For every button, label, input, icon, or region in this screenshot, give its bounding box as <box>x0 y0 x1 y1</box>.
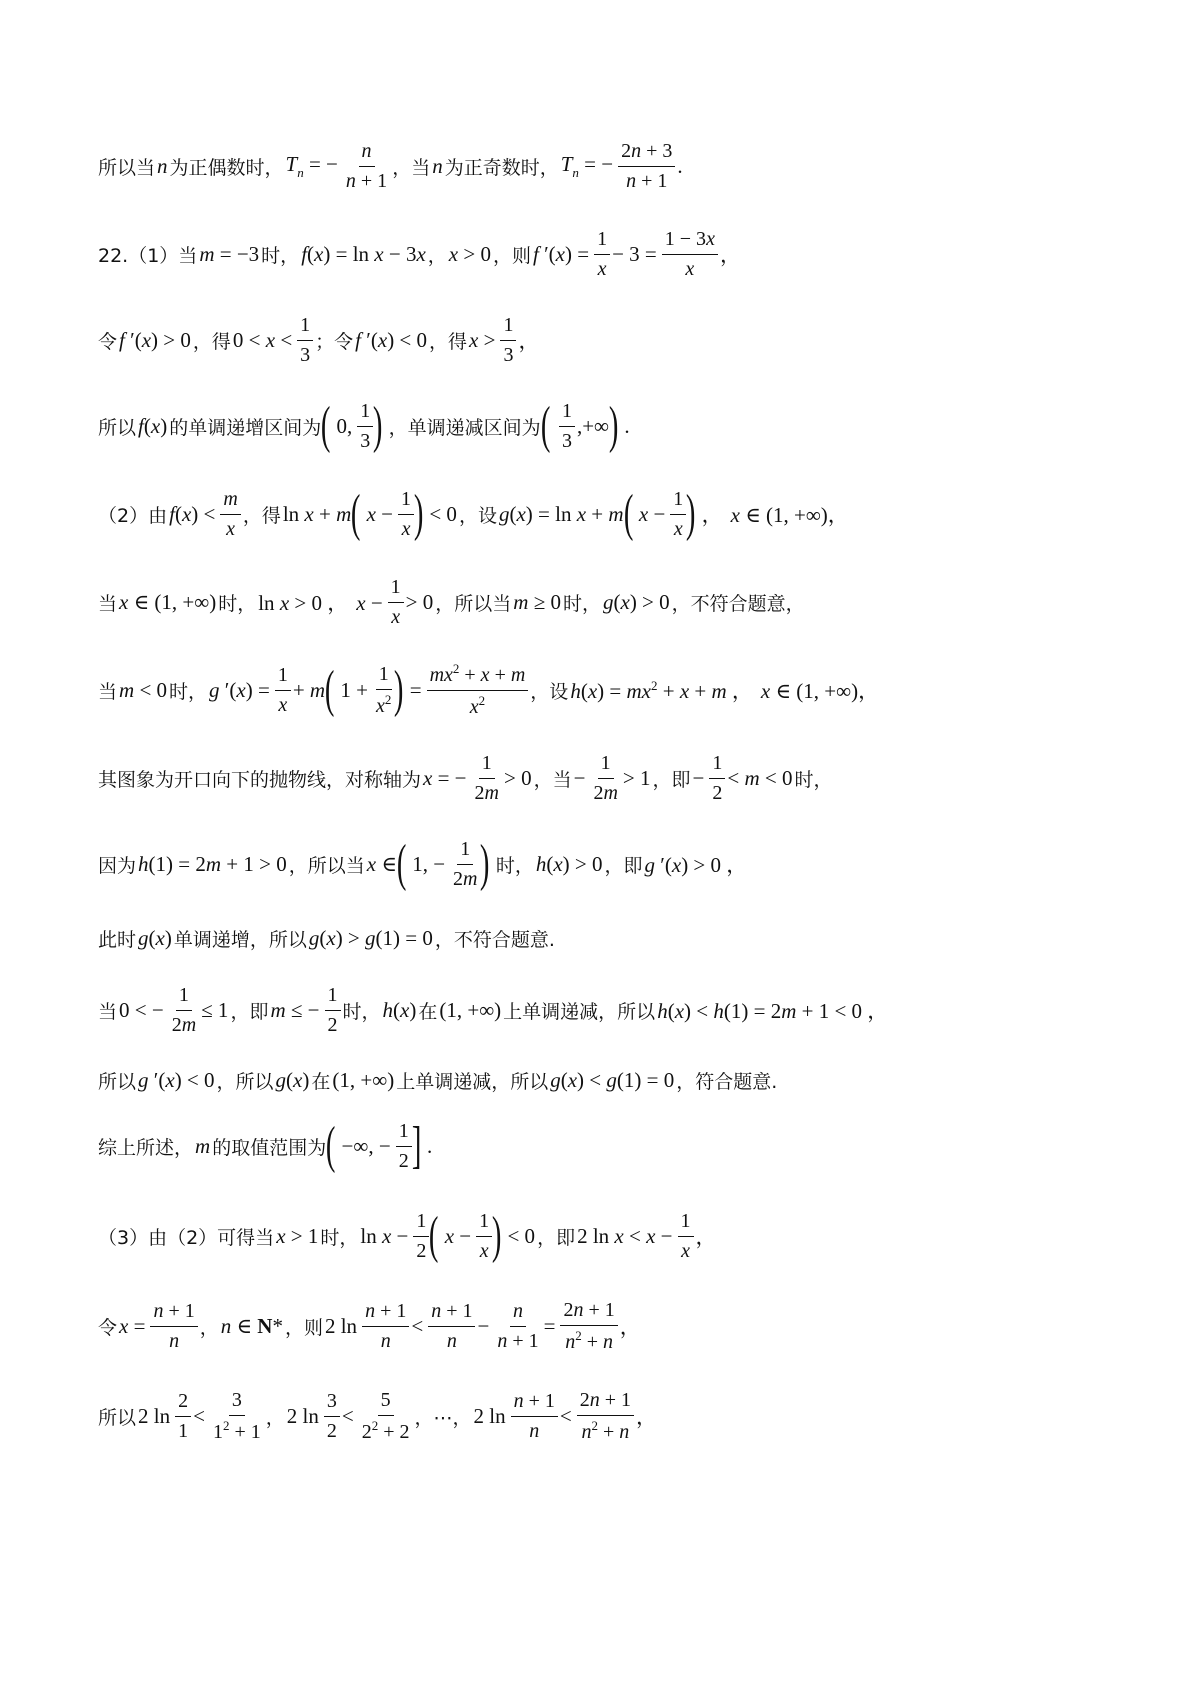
math: x > 1 <box>276 1223 319 1248</box>
math: 2 ln x < x − <box>577 1223 673 1248</box>
fraction: $\frac{m}{x}$ <box>220 488 240 541</box>
fraction: $\frac{1}{x}$ <box>275 664 291 717</box>
math: 2 ln <box>473 1403 506 1428</box>
math: x > 0 <box>448 241 491 266</box>
math: ， <box>719 243 741 267</box>
text: ，得 <box>242 504 281 527</box>
fraction: $\frac{1}{2m}$ <box>171 983 197 1036</box>
math: m = −3 <box>199 241 260 266</box>
fraction: $\frac{1}{3}$ <box>297 314 313 367</box>
paren: ) <box>394 661 404 718</box>
math: $T_n$ = − <box>560 151 614 180</box>
fraction: $\frac{1}{x}$ <box>398 488 414 541</box>
math: g ′(x) > 0 ， <box>644 853 748 877</box>
paren: ( <box>396 835 407 892</box>
math: g ′(x) < 0 <box>138 1067 215 1092</box>
text: 时， <box>261 244 300 267</box>
line-1 <box>98 126 685 206</box>
line-10 <box>98 898 557 978</box>
text: 在 <box>418 1000 438 1023</box>
line-13 <box>98 1106 434 1186</box>
paren: ) <box>413 485 424 542</box>
math: < <box>193 1403 205 1428</box>
math: x − <box>444 1223 472 1248</box>
text: ， <box>265 1406 285 1429</box>
text: 在 <box>311 1070 331 1093</box>
math: 2 ln <box>324 1313 358 1338</box>
text: 为正奇数时， <box>444 156 559 179</box>
fraction: $\frac{1}{2}$ <box>413 1210 429 1263</box>
math: x ∈ <box>366 851 397 876</box>
text: ，得 <box>429 330 468 353</box>
math: > 0 <box>405 589 434 614</box>
math: $h(x) = mx^2 + x + m$ ， x ∈ (1, +∞)， <box>570 678 880 703</box>
math: < <box>341 1403 354 1428</box>
fraction: $\frac{1}{3}$ <box>500 314 516 367</box>
math: + m <box>292 677 326 702</box>
math: f ′(x) = <box>532 241 590 266</box>
paren: ( <box>326 1117 336 1174</box>
text: 时， <box>218 592 257 615</box>
math: f(x) < <box>169 501 216 526</box>
paren: ) <box>480 835 490 892</box>
line-7 <box>98 650 881 730</box>
math: < 0 <box>429 501 457 526</box>
line-11 <box>98 970 890 1050</box>
fraction: $\frac{1}{3}$ <box>559 400 575 453</box>
fraction: $\frac{3}{2}$ <box>324 1390 340 1443</box>
math: − <box>692 765 705 790</box>
paren: ( <box>429 1207 439 1264</box>
text: ，即 <box>230 1000 269 1023</box>
math: (1, +∞) <box>439 997 502 1022</box>
paren: ( <box>321 397 331 454</box>
text: （2）由 <box>98 504 168 527</box>
text: 上单调递减，所以 <box>503 1000 656 1023</box>
text: ，所以当 <box>288 854 365 877</box>
line-9 <box>98 824 749 904</box>
text: 的取值范围为 <box>212 1136 327 1159</box>
text: ，所以当 <box>435 592 512 615</box>
fraction: $\frac{1}{2}$ <box>709 752 725 805</box>
text: ，所以 <box>216 1070 274 1093</box>
fraction: $\frac{n + 1}{n}$ <box>428 1300 475 1353</box>
math: g ′(x) = <box>209 677 270 702</box>
text: ，设 <box>530 680 569 703</box>
text: 为正偶数时， <box>169 156 284 179</box>
fraction: $\frac{1}{2m}$ <box>474 751 499 804</box>
math: n ∈ N* <box>220 1313 283 1338</box>
math: n <box>157 153 168 178</box>
text: 的单调递增区间为 <box>169 416 322 439</box>
text: 所以 <box>98 1406 137 1429</box>
paren: ( <box>540 397 551 454</box>
fraction: $\frac{1}{2m}$ <box>593 751 618 804</box>
fraction: $\frac{1}{x}$ <box>670 488 686 541</box>
math: f ′(x) < 0 <box>355 327 428 352</box>
fraction: $\frac{2n + 1}{n^2 + n}$ <box>560 1299 617 1354</box>
math: f(x) = ln x − 3x <box>301 241 426 266</box>
line-15 <box>98 1286 643 1366</box>
text: 时， <box>320 1226 359 1249</box>
fraction: $\frac{mx^2 + x + m}{x^2}$ <box>427 662 529 719</box>
text: 时， <box>794 768 833 791</box>
fraction: $\frac{1}{3}$ <box>357 400 373 453</box>
math: h(x) > 0 <box>535 851 603 876</box>
math: g(x) > g(1) = 0 <box>308 925 433 950</box>
math: h(1) = 2m + 1 > 0 <box>138 851 287 876</box>
text: 单调递增，所以 <box>173 928 307 951</box>
text: 当 <box>98 592 118 615</box>
math: < <box>411 1313 424 1338</box>
fraction: $\frac{n}{n + 1}$ <box>345 139 388 192</box>
text: ，不符合题意. <box>434 928 555 951</box>
math: ≤ 1 <box>201 997 229 1022</box>
math: ， <box>635 1405 657 1429</box>
math: . <box>624 413 630 438</box>
fraction: $\frac{5}{2^2 + 2}$ <box>361 1388 410 1443</box>
text: 令 <box>98 330 118 353</box>
text: ，则 <box>284 1316 323 1339</box>
math: m ≤ − <box>270 997 320 1022</box>
text: ，则 <box>492 244 531 267</box>
line-8 <box>98 738 834 818</box>
math: ， <box>518 329 540 353</box>
text: ，得 <box>192 330 231 353</box>
line-4 <box>98 386 632 466</box>
math: ,+∞ <box>576 413 610 438</box>
line-2 <box>98 214 743 294</box>
fraction: $\frac{n + 1}{n}$ <box>511 1390 558 1443</box>
text: 所以当 <box>98 156 156 179</box>
math: 2 ln <box>286 1403 319 1428</box>
math: − 3 = <box>612 241 657 266</box>
math: = <box>409 677 422 702</box>
paren: ) <box>373 397 383 454</box>
fraction: $\frac{1}{x^2}$ <box>376 662 392 717</box>
math: x − <box>638 501 666 526</box>
math: < m < 0 <box>727 765 793 790</box>
math: ln x − <box>360 1223 409 1248</box>
text: ，⋯， <box>414 1406 472 1429</box>
math: x > <box>469 327 496 352</box>
paren: ) <box>608 397 619 454</box>
text: 综上所述， <box>98 1136 194 1159</box>
math: x = <box>119 1313 146 1338</box>
math: ， x ∈ (1, +∞)， <box>701 503 849 527</box>
paren: ) <box>686 485 696 542</box>
line-16 <box>98 1376 659 1456</box>
text: ， <box>199 1316 219 1339</box>
text: 因为 <box>98 854 137 877</box>
text: 当 <box>98 1000 118 1023</box>
text: 时， <box>495 854 534 877</box>
math: < <box>559 1403 572 1428</box>
fraction: $\frac{2n + 3}{n + 1}$ <box>618 140 675 193</box>
text: ，符合题意. <box>676 1070 778 1093</box>
math: 1 + <box>340 677 368 702</box>
math: 0 < x < <box>232 327 293 352</box>
line-3 <box>98 300 541 380</box>
line-6 <box>98 562 807 642</box>
fraction: $\frac{3}{1^2 + 1}$ <box>212 1388 261 1443</box>
math: 2 ln <box>138 1403 171 1428</box>
text: 其图象为开口向下的抛物线，对称轴为 <box>98 768 422 791</box>
line-5 <box>98 474 851 554</box>
math: $T_n$ = − <box>285 151 338 180</box>
math: = <box>543 1313 556 1338</box>
math: x = − <box>423 765 467 790</box>
text: 时， <box>169 680 208 703</box>
text: ，设 <box>458 504 497 527</box>
text: 时， <box>342 1000 381 1023</box>
text: ，当 <box>392 156 431 179</box>
math: g(x) = ln x + m <box>498 501 624 526</box>
text: （3）由（2）可得当 <box>98 1226 275 1249</box>
fraction: $\frac{1}{x}$ <box>476 1210 492 1263</box>
math: g(x) < g(1) = 0 <box>550 1067 675 1092</box>
math: 0, <box>336 413 353 438</box>
text: 时， <box>562 592 601 615</box>
paren: ( <box>324 661 335 718</box>
fraction: $\frac{n + 1}{n}$ <box>150 1300 197 1353</box>
text: 上单调递减，所以 <box>396 1070 549 1093</box>
text: 所以 <box>98 416 137 439</box>
text: ，不符合题意， <box>671 592 805 615</box>
math: . <box>427 1133 433 1158</box>
math: 0 < − <box>119 997 164 1022</box>
text: ，即 <box>652 768 691 791</box>
math: . <box>677 153 683 178</box>
math: h(x) < h(1) = 2m + 1 < 0 ， <box>657 999 889 1023</box>
math: g(x) <box>275 1067 310 1092</box>
fraction: $\frac{1}{x}$ <box>388 576 404 629</box>
paren: ) <box>492 1207 502 1264</box>
math: m < 0 <box>119 677 168 702</box>
text: 令 <box>98 1316 118 1339</box>
math: (1, +∞) <box>332 1067 395 1092</box>
fraction: $\frac{2n + 1}{n^2 + n}$ <box>577 1389 634 1444</box>
math: ， <box>695 1225 717 1249</box>
fraction: $\frac{1}{x}$ <box>594 228 610 281</box>
fraction: $\frac{n}{n + 1}$ <box>497 1299 539 1352</box>
math: < 0 <box>507 1223 536 1248</box>
text: 当 <box>98 680 118 703</box>
math: 1, − <box>412 851 446 876</box>
text: ，当 <box>533 768 572 791</box>
paren: ( <box>351 485 361 542</box>
text: ，单调递减区间为 <box>388 416 541 439</box>
text: ，即 <box>537 1226 576 1249</box>
math: h(x) <box>382 997 417 1022</box>
math: − <box>477 1313 490 1338</box>
text: ；令 <box>315 330 354 353</box>
math: −∞, − <box>341 1133 391 1158</box>
paren: ( <box>623 485 633 542</box>
fraction: $\frac{1 - 3x}{x}$ <box>662 228 718 281</box>
text: 此时 <box>98 928 137 951</box>
math: m ≥ 0 <box>513 589 561 614</box>
fraction: $\frac{1}{2}$ <box>325 984 341 1037</box>
math: − <box>573 765 586 790</box>
math: f(x) <box>138 413 168 438</box>
math: g(x) > 0 <box>602 589 670 614</box>
text: 22.（1）当 <box>98 244 198 267</box>
fraction: $\frac{1}{2}$ <box>396 1120 412 1173</box>
text: ，即 <box>604 854 643 877</box>
fraction: $\frac{n + 1}{n}$ <box>362 1300 409 1353</box>
math: > 1 <box>622 765 651 790</box>
math: m <box>195 1133 211 1158</box>
math: ， <box>619 1315 641 1339</box>
math: ln x > 0 ， x − <box>258 591 383 615</box>
line-14 <box>98 1196 719 1276</box>
math: ln x + m <box>282 501 352 526</box>
text: 所以 <box>98 1070 137 1093</box>
math: x ∈ (1, +∞) <box>119 589 217 614</box>
fraction: $\frac{1}{x}$ <box>678 1210 694 1263</box>
math: g(x) <box>138 925 172 950</box>
math: x − <box>366 501 394 526</box>
math: > 0 <box>503 765 532 790</box>
math: f ′(x) > 0 <box>119 327 191 352</box>
fraction: $\frac{1}{2m}$ <box>453 837 478 890</box>
bracket: ] <box>411 1117 422 1174</box>
text: ， <box>427 244 447 267</box>
fraction: $\frac{2}{1}$ <box>175 1390 191 1443</box>
math: n <box>432 153 443 178</box>
